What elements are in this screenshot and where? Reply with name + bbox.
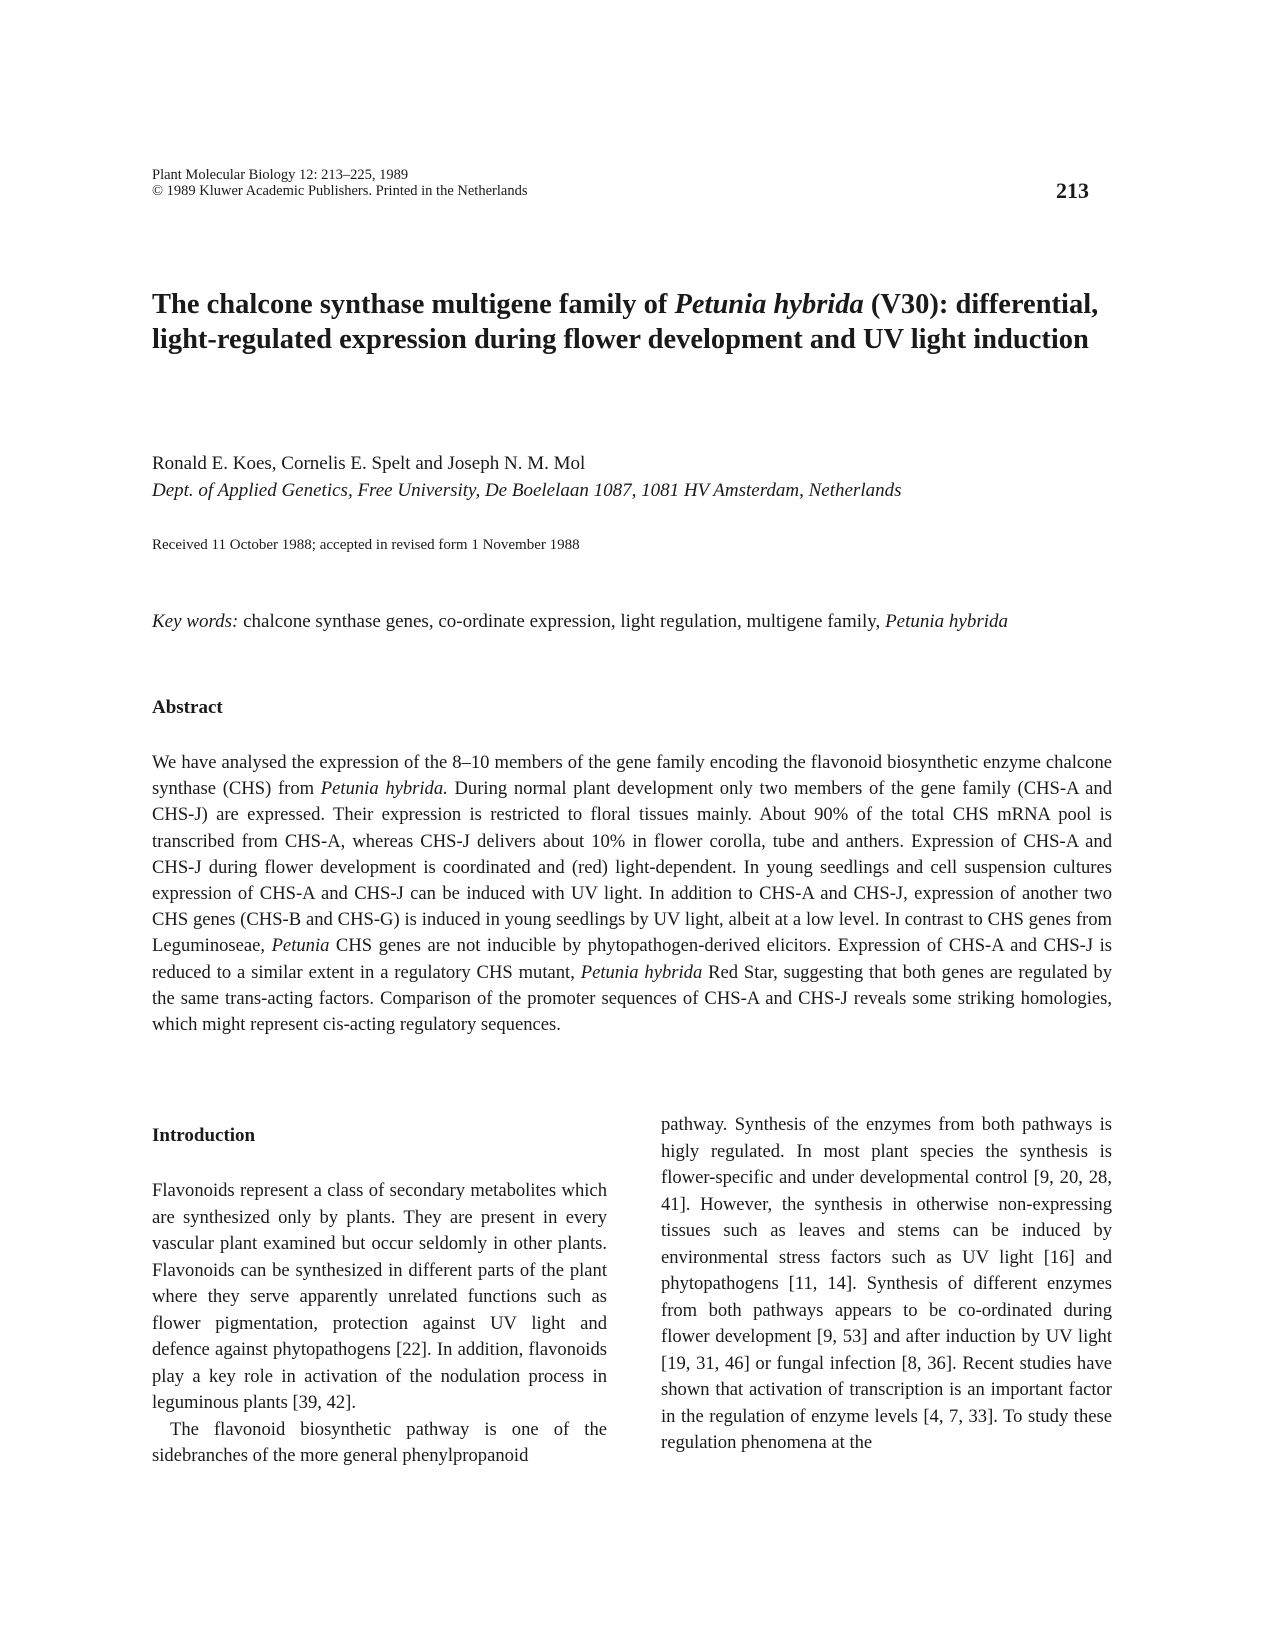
abstract-body	[152, 750, 1112, 1038]
page-number: 213	[1056, 178, 1089, 203]
keywords-species: Petunia hybrida	[885, 611, 1009, 632]
title-species: Petunia hybrida	[674, 289, 864, 320]
received-dates: Received 11 October 1988; accepted in revised form 1 November 1988	[152, 537, 580, 553]
title-part-2: (V30): differential, light-regulated expression during flower development and UV light induction	[152, 289, 1099, 355]
affiliation: Dept. of Applied Genetics, Free University, De Boelelaan 1087, 1081 HV Amsterdam, Netherlands	[152, 480, 902, 501]
abstract-heading: Abstract	[152, 697, 223, 718]
introduction-column-right	[661, 1112, 1112, 1457]
abstract-species-1: Petunia hybrida.	[320, 778, 448, 800]
journal-line-1: Plant Molecular Biology 12: 213–225, 1989	[152, 167, 409, 183]
article-title	[152, 287, 1112, 357]
intro-paragraph-1: Flavonoids represent a class of secondary metabolites which are synthesized only by plants. They are present in every vascular plant examined but occur seldomly in other plants. Flavonoids can be synthesized in different parts of the plant where they serve apparently unrelated functions such as flower pigmentation, protection against UV light and defence against phytopathogens [22]. In addition, flavonoids play a key role in activation of the nodulation process in leguminous plants [39, 42].	[152, 1180, 607, 1413]
title-part-1: The chalcone synthase multigene family of	[152, 289, 675, 320]
abstract-s3: CHS genes are not inducible by phytopathogen-derived elicitors. Expression of CHS-A and CHS-J is reduced to a similar extent in a regulatory CHS mutant,	[152, 935, 1112, 983]
abstract-s4: Red Star, suggesting that both genes are regulated by the same trans-acting factors. Comparison of the promoter sequences of CHS-A and CHS-J reveals some striking homologies, which might represent cis-acting regulatory sequences.	[152, 961, 1113, 1036]
journal-citation	[152, 167, 527, 199]
introduction-heading: Introduction	[152, 1125, 256, 1146]
keywords-label: Key words:	[152, 611, 239, 632]
journal-line-2: © 1989 Kluwer Academic Publishers. Printed in the Netherlands	[152, 183, 528, 199]
authors: Ronald E. Koes, Cornelis E. Spelt and Joseph N. M. Mol	[152, 453, 586, 474]
keywords-text: chalcone synthase genes, co-ordinate expression, light regulation, multigene family,	[238, 611, 886, 632]
intro-paragraph-3: pathway. Synthesis of the enzymes from both pathways is higly regulated. In most plant species the synthesis is flower-specific and under developmental control [9, 20, 28, 41]. However, the synthesis in otherwise non-expressing tissues such as leaves and stems can be induced by environmental stress factors such as UV light [16] and phytopathogens [11, 14]. Synthesis of different enzymes from both pathways appears to be co-ordinated during flower development [9, 53] and after induction by UV light [19, 31, 46] or fungal infection [8, 36]. Recent studies have shown that activation of transcription is an important factor in the regulation of enzyme levels [4, 7, 33]. To study these regulation phenomena at the	[661, 1114, 1112, 1453]
abstract-s2: During normal plant development only two members of the gene family (CHS-A and CHS-J) are expressed. Their expression is restricted to floral tissues mainly. About 90% of the total CHS mRNA pool is transcribed from CHS-A, whereas CHS-J delivers about 10% in flower corolla, tube and anthers. Expression of CHS-A and CHS-J during flower development is coordinated and (red) light-dependent. In young seedlings and cell suspension cultures expression of CHS-A and CHS-J can be induced with UV light. In addition to CHS-A and CHS-J, expression of another two CHS genes (CHS-B and CHS-G) is induced in young seedlings by UV light, albeit at a low level. In contrast to CHS genes from Leguminoseae,	[152, 778, 1113, 957]
abstract-species-2: Petunia	[271, 935, 330, 957]
abstract-species-3: Petunia hybrida	[580, 961, 703, 983]
introduction-column-left	[152, 1178, 607, 1470]
abstract-s1: We have analysed the expression of the 8–10 members of the gene family encoding the flavonoid biosynthetic enzyme chalcone synthase (CHS) from	[152, 752, 1112, 800]
intro-paragraph-2: The flavonoid biosynthetic pathway is one of the sidebranches of the more general phenylpropanoid	[152, 1418, 607, 1466]
keywords	[152, 609, 1112, 635]
